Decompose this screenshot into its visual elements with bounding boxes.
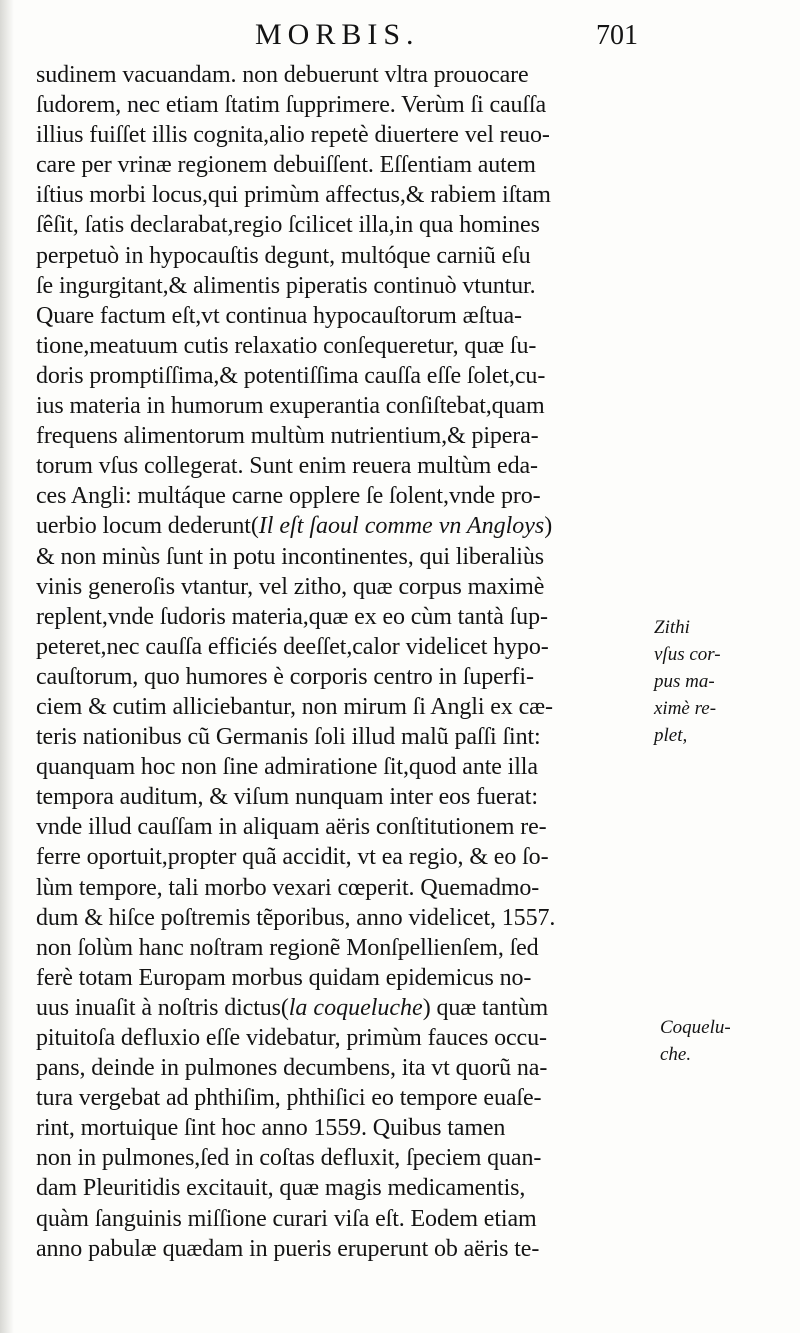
line-text: ciem & cutim alliciebantur, non mirum ſi Angli ex cæ- [36, 693, 553, 720]
text-line [36, 1173, 664, 1203]
text-line [36, 542, 664, 572]
line-text: & non minùs ſunt in potu incontinentes, qui liberaliùs [36, 543, 544, 570]
line-text: iſtius morbi locus,qui primùm affectus,& rabiem iſtam [36, 182, 551, 209]
text-line [36, 511, 664, 541]
line-text: perpetuò in hypocauſtis degunt, multóque carniũ eſu [36, 242, 531, 269]
line-text: ces Angli: multáque carne opplere ſe ſolent,vnde pro- [36, 483, 541, 510]
margin-note-coqueluche [660, 1014, 731, 1068]
line-text: quàm ſanguinis miſſione curari viſa eſt. Eodem etiam [36, 1205, 537, 1232]
line-text: ſudorem, nec etiam ſtatim ſupprimere. Verùm ſi cauſſa [36, 92, 547, 119]
text-line [36, 301, 664, 331]
text-line [36, 873, 664, 903]
text-line [36, 210, 664, 240]
line-text: lùm tempore, tali morbo vexari cœperit. Quemadmo- [36, 874, 540, 901]
line-text: non ſolùm hanc noſtram regionẽ Monſpellienſem, ſed [36, 934, 539, 961]
text-line [36, 451, 664, 481]
italic-phrase: la coqueluche [288, 994, 423, 1021]
line-text: rint, mortuique ſint hoc anno 1559. Quibus tamen [36, 1115, 506, 1142]
text-line [36, 1204, 664, 1234]
text-line [36, 963, 664, 993]
line-text: uerbio locum dederunt( [36, 513, 259, 540]
line-text: Quare factum eſt,vt continua hypocauſtorum æſtua- [36, 302, 522, 329]
text-line [36, 1234, 664, 1264]
line-text: ſe ingurgitant,& alimentis piperatis continuò vtuntur. [36, 272, 536, 299]
line-text: ) [544, 513, 553, 540]
margin-note-line: plet, [654, 725, 688, 746]
line-text: dum & hiſce poſtremis tẽporibus, anno videlicet, 1557. [36, 904, 556, 931]
italic-phrase: Il eſt ſaoul comme vn Angloys [258, 513, 545, 540]
line-text: care per vrinæ regionem debuiſſent. Eſſentiam autem [36, 152, 536, 179]
text-line [36, 391, 664, 421]
text-line [36, 180, 664, 210]
line-text: teris nationibus cũ Germanis ſoli illud malũ paſſi ſint: [36, 724, 541, 751]
line-text: dam Pleuritidis excitauit, quæ magis medicamentis, [36, 1175, 526, 1202]
line-text: anno pabulæ quædam in pueris eruperunt ob aëris te- [36, 1235, 540, 1262]
text-line [36, 1023, 664, 1053]
text-line [36, 150, 664, 180]
margin-note-line: pus ma- [654, 671, 715, 692]
line-text: ) quæ tantùm [422, 994, 549, 1021]
line-text: ſêſit, ſatis declarabat,regio ſcilicet illa,in qua homines [36, 212, 540, 239]
text-line [36, 1143, 664, 1173]
text-line [36, 60, 664, 90]
margin-note-line: ximè re- [654, 698, 717, 719]
line-text: non in pulmones,ſed in coſtas defluxit, ſpeciem quan- [36, 1145, 542, 1172]
text-line [36, 842, 664, 872]
text-line [36, 1053, 664, 1083]
line-text: ferre oportuit,propter quã accidit, vt ea regio, & eo ſo- [36, 844, 549, 871]
line-text: peteret,nec cauſſa efficiés deeſſet,calor videlicet hypo- [36, 633, 549, 660]
text-line [36, 722, 664, 752]
line-text: cauſtorum, quo humores è corporis centro in ſuperfi- [36, 663, 534, 690]
line-text: illius fuiſſet illis cognita,alio repetè diuertere vel reuo- [36, 122, 550, 149]
running-head [0, 18, 800, 58]
text-line [36, 241, 664, 271]
text-line [36, 421, 664, 451]
line-text: uus inuaſit à noſtris dictus( [36, 994, 289, 1021]
line-text: vnde illud cauſſam in aliquam aëris conſtitutionem re- [36, 814, 547, 841]
line-text: frequens alimentorum multùm nutrientium,& pipera- [36, 423, 539, 450]
line-text: ius materia in humorum exuperantia conſiſtebat,quam [36, 393, 545, 420]
margin-note-line: Coquelu- [660, 1017, 731, 1038]
line-text: vinis generoſis vtantur, vel zitho, quæ corpus maximè [36, 573, 545, 600]
margin-note-zitho [654, 614, 721, 749]
line-text: tempora auditum, & viſum nunquam inter eos fuerat: [36, 784, 538, 811]
line-text: doris promptiſſima,& potentiſſima cauſſa eſſe ſolet,cu- [36, 362, 546, 389]
text-line [36, 993, 664, 1023]
line-text: pans, deinde in pulmones decumbens, ita vt quorũ na- [36, 1055, 548, 1082]
running-title: MORBIS. [255, 18, 420, 51]
text-line [36, 782, 664, 812]
line-text: tura vergebat ad phthiſim, phthiſici eo tempore euaſe- [36, 1085, 542, 1112]
main-text-block [36, 60, 664, 1264]
text-line [36, 903, 664, 933]
text-line [36, 812, 664, 842]
text-line [36, 692, 664, 722]
gutter-shadow [0, 0, 14, 1333]
text-line [36, 90, 664, 120]
line-text: replent,vnde ſudoris materia,quæ ex eo cùm tantà ſup- [36, 603, 548, 630]
margin-note-line: vſus cor- [654, 644, 721, 665]
line-text: pituitoſa defluxio eſſe videbatur, primùm fauces occu- [36, 1025, 547, 1051]
page-number: 701 [596, 20, 638, 51]
text-line [36, 572, 664, 602]
text-line [36, 120, 664, 150]
line-text: ferè totam Europam morbus quidam epidemicus no- [36, 964, 532, 991]
text-line [36, 361, 664, 391]
line-text: torum vſus collegerat. Sunt enim reuera multùm eda- [36, 453, 538, 480]
text-line [36, 662, 664, 692]
text-line [36, 752, 664, 782]
text-line [36, 271, 664, 301]
text-line [36, 1083, 664, 1113]
margin-note-line: Zithi [654, 617, 690, 638]
text-line [36, 632, 664, 662]
line-text: sudinem vacuandam. non debuerunt vltra prouocare [36, 62, 529, 88]
text-line [36, 602, 664, 632]
text-line [36, 481, 664, 511]
margin-note-line: che. [660, 1044, 692, 1065]
line-text: quanquam hoc non ſine admiratione ſit,quod ante illa [36, 754, 538, 781]
text-line [36, 331, 664, 361]
line-text: tione,meatuum cutis relaxatio conſequeretur, quæ ſu- [36, 332, 537, 359]
text-line [36, 1113, 664, 1143]
text-line [36, 933, 664, 963]
